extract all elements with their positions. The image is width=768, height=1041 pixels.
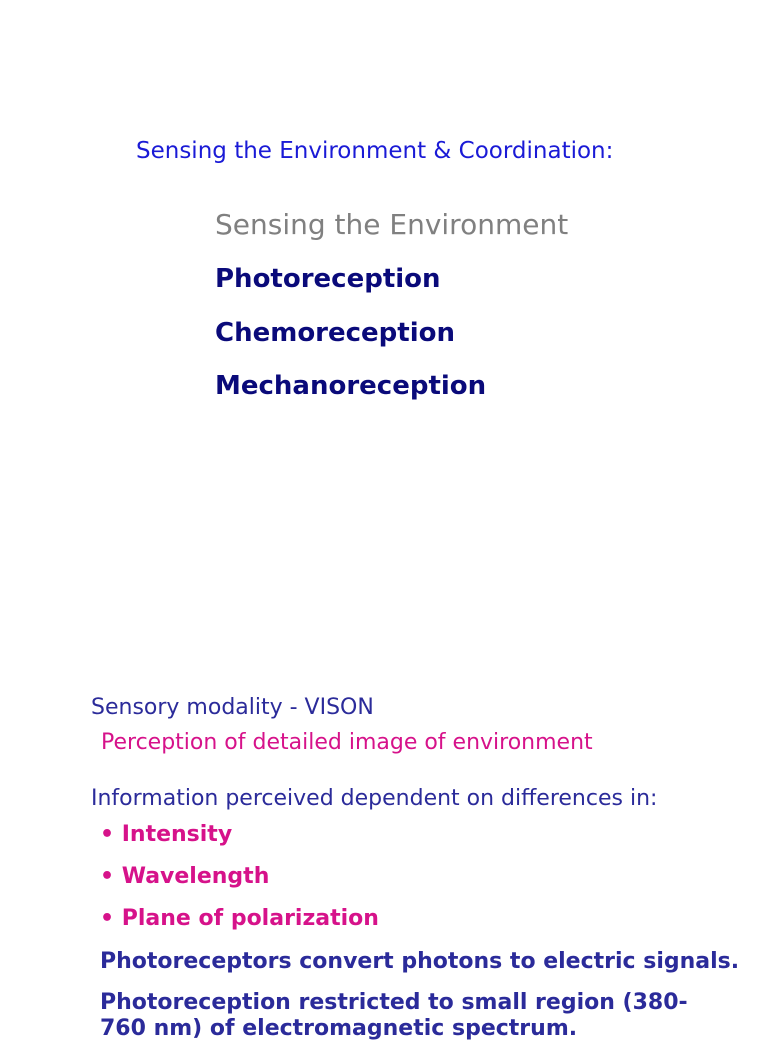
topic-heading: Sensing the Environment (215, 208, 569, 241)
topic-chemoreception: Chemoreception (215, 318, 456, 348)
modality-line: Sensory modality - VISON (91, 695, 374, 720)
bullet-intensity: • Intensity (100, 822, 233, 847)
bullet-polarization: • Plane of polarization (100, 906, 379, 931)
perception-line: Perception of detailed image of environment (101, 730, 593, 755)
slide-title: Sensing the Environment & Coordination: (136, 138, 614, 164)
info-intro-line: Information perceived dependent on differences in: (91, 786, 658, 811)
topic-photoreception: Photoreception (215, 264, 441, 294)
topic-mechanoreception: Mechanoreception (215, 371, 487, 401)
photoreceptors-line: Photoreceptors convert photons to electric signals. (100, 949, 740, 974)
restricted-line-cont: 760 nm) of electromagnetic spectrum. (100, 1016, 578, 1041)
restricted-line: Photoreception restricted to small region (380- (100, 990, 688, 1015)
bullet-wavelength: • Wavelength (100, 864, 270, 889)
